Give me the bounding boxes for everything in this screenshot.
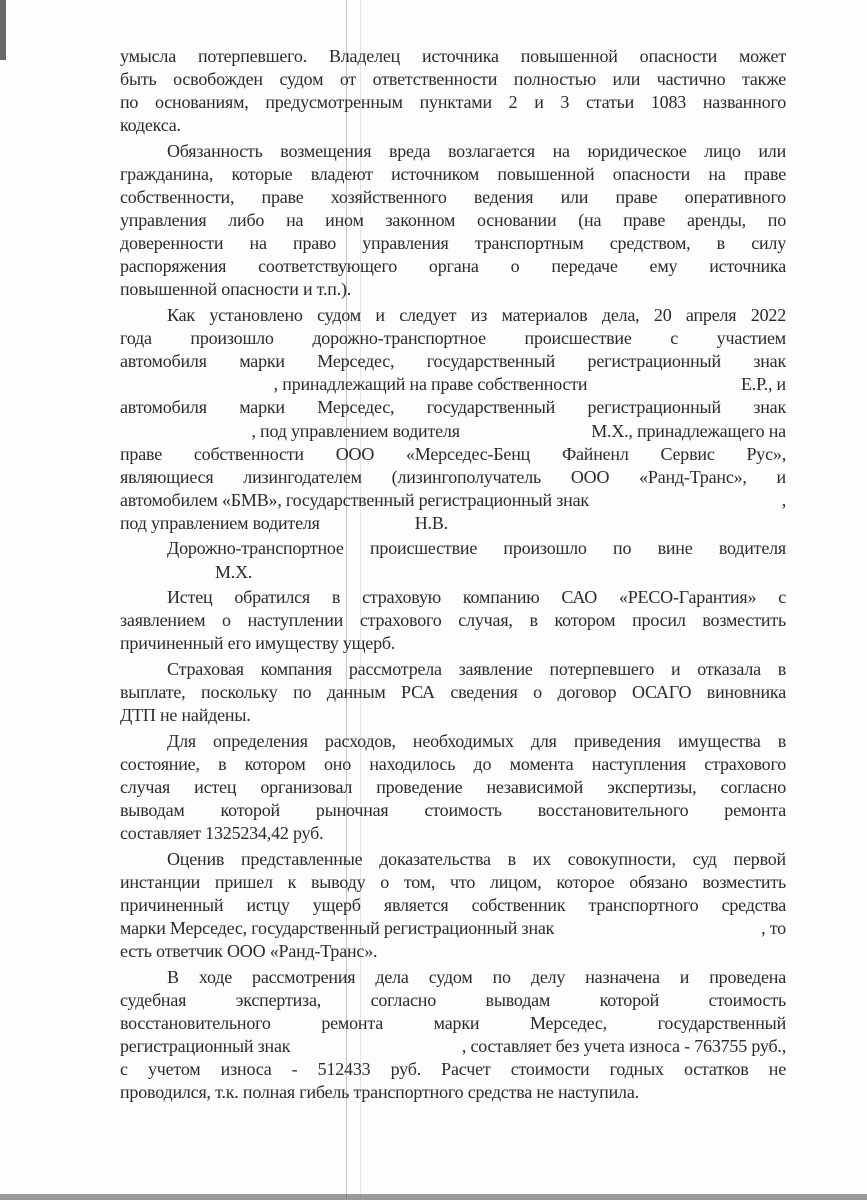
text-line: ДТП не найдены.: [120, 705, 251, 726]
text-segment: Е.Р., и: [741, 374, 786, 395]
paragraph: [120, 730, 786, 845]
text-line: [120, 917, 786, 940]
text-line: кодекса.: [120, 115, 181, 136]
paragraph: [120, 45, 786, 137]
text-line: Истец обратился в страховую компанию САО «РЕСО-Гарантия» с: [167, 587, 786, 608]
text-line: [120, 561, 786, 584]
text-line: собственности, праве хозяйственного ведения или праве оперативного: [120, 187, 786, 208]
scan-edge-bottom: [0, 1194, 867, 1200]
text-line: управления либо на ином законном основании (на праве аренды, по: [120, 210, 786, 231]
text-line: причиненный истцу ущерб является собственник транспортного средства: [120, 894, 786, 915]
text-line: [120, 420, 786, 443]
text-line: гражданина, которые владеют источником повышенной опасности на праве: [120, 163, 786, 184]
scan-edge-left: [0, 0, 6, 60]
paragraph: [120, 537, 786, 583]
text-segment: М.Х., принадлежащего на: [591, 420, 786, 441]
text-line: с учетом износа - 512433 руб. Расчет стоимости годных остатков не: [120, 1059, 786, 1080]
text-segment: под управлением водителя: [120, 512, 320, 533]
text-line: судебная экспертиза, согласно выводам которой стоимость: [120, 989, 786, 1010]
text-line: В ходе рассмотрения дела судом по делу назначена и проведена: [167, 966, 786, 987]
text-line: состояние, в котором оно находилось до момента наступления страхового: [120, 753, 786, 774]
text-line: праве собственности ООО «Мерседес-Бенц Файненл Сервис Рус»,: [120, 443, 786, 464]
paragraph: [120, 848, 786, 963]
paragraph: [120, 304, 786, 535]
text-line: Оценив представленные доказательства в их совокупности, суд первой: [167, 848, 786, 869]
text-segment: Н.В.: [414, 512, 448, 533]
paragraph: [120, 140, 786, 302]
text-segment: , составляет без учета износа - 763755 руб.,: [461, 1035, 786, 1056]
text-line: Обязанность возмещения вреда возлагается на юридическое лицо или: [167, 140, 786, 161]
text-line: доверенности на право управления транспортным средством, в силу: [120, 233, 786, 254]
text-segment: , принадлежащий на праве собственности: [273, 374, 588, 395]
text-line: [120, 512, 786, 535]
text-segment: , под управлением водителя: [251, 420, 460, 441]
text-line: умысла потерпевшего. Владелец источника повышенной опасности может: [120, 46, 786, 66]
text-line: проводился, т.к. полная гибель транспортного средства не наступила.: [120, 1082, 639, 1103]
text-line: автомобиля марки Мерседес, государственный регистрационный знак: [120, 351, 786, 372]
text-line: Как установлено судом и следует из материалов дела, 20 апреля 2022: [167, 305, 786, 326]
text-segment: М.Х.: [215, 561, 253, 582]
text-line: [120, 489, 786, 512]
text-line: [120, 373, 786, 396]
paragraph: [120, 966, 786, 1105]
text-line: [120, 1035, 786, 1058]
text-segment: регистрационный знак: [120, 1035, 291, 1056]
text-line: Страховая компания рассмотрела заявление потерпевшего и отказала в: [167, 658, 786, 679]
text-line: выплате, поскольку по данным РСА сведения о договор ОСАГО виновника: [120, 682, 786, 703]
text-line: составляет 1325234,42 руб.: [120, 823, 324, 844]
text-segment: , то: [761, 917, 786, 938]
text-line: есть ответчик ООО «Ранд-Транс».: [120, 941, 378, 962]
text-line: являющиеся лизингодателем (лизингополучатель ООО «Ранд-Транс», и: [120, 466, 786, 487]
text-line: распоряжения соответствующего органа о передаче ему источника: [120, 256, 786, 277]
text-line: Дорожно-транспортное происшествие произошло по вине водителя: [167, 538, 786, 559]
text-line: восстановительного ремонта марки Мерседес, государственный: [120, 1012, 786, 1033]
text-line: причиненный его имуществу ущерб.: [120, 633, 396, 654]
text-line: быть освобожден судом от ответственности полностью или частично также: [120, 69, 786, 90]
text-line: автомобиля марки Мерседес, государственный регистрационный знак: [120, 397, 786, 418]
paragraph: [120, 586, 786, 655]
text-line: заявлением о наступлении страхового случая, в котором просил возместить: [120, 610, 786, 631]
text-line: повышенной опасности и т.п.).: [120, 279, 352, 300]
text-line: по основаниям, предусмотренным пунктами 2 и 3 статьи 1083 названного: [120, 92, 786, 113]
text-segment: автомобилем «БМВ», государственный регистрационный знак: [120, 489, 589, 510]
text-segment: марки Мерседес, государственный регистрационный знак: [120, 917, 555, 938]
text-line: инстанции пришел к выводу о том, что лицом, которое обязано возместить: [120, 871, 786, 892]
paragraph: [120, 658, 786, 727]
text-segment: ,: [781, 489, 786, 510]
text-line: года произошло дорожно-транспортное происшествие с участием: [120, 328, 786, 349]
text-line: выводам которой рыночная стоимость восстановительного ремонта: [120, 800, 786, 820]
text-line: Для определения расходов, необходимых для приведения имущества в: [167, 730, 786, 751]
text-line: случая истец организовал проведение независимой экспертизы, согласно: [120, 776, 786, 797]
document-page: [120, 45, 786, 1107]
